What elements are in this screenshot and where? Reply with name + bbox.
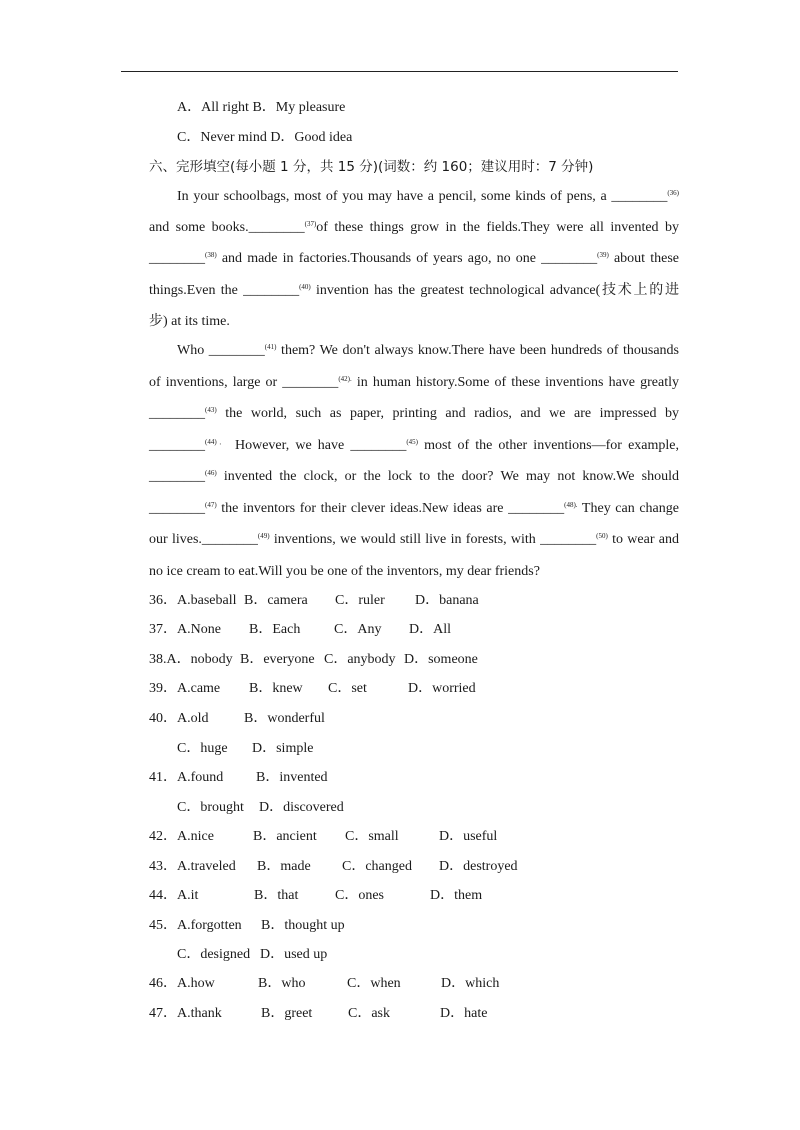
passage-line: and some books.________$^{(37)}$of these things grow in the fields.They were all invented by bbox=[149, 220, 679, 235]
question-41-option-a: 41．A.found bbox=[149, 770, 224, 785]
question-46-option-a: 46．A.how bbox=[149, 976, 215, 991]
question-39-option-d: D．worried bbox=[408, 681, 476, 696]
question-38-option-a: 38.A．nobody bbox=[149, 652, 233, 667]
question-42-option-d: D．useful bbox=[439, 829, 498, 844]
prev-option-line-2: C．Never mind D．Good idea bbox=[177, 130, 353, 145]
passage-line: 步) at its time. bbox=[149, 314, 230, 329]
question-47-option-a: 47．A.thank bbox=[149, 1006, 222, 1021]
question-39-option-a: 39．A.came bbox=[149, 681, 221, 696]
passage-line: ________$^{(47)}$ the inventors for their clever ideas.New ideas are ________$^{(48).}$ They can change bbox=[149, 501, 679, 516]
question-36-option-d: D．banana bbox=[415, 593, 479, 608]
question-40-option-a: 40．A.old bbox=[149, 711, 209, 726]
question-37-option-d: D．All bbox=[409, 622, 451, 637]
passage-line: ________$^{(44).}$ However, we have ________$^{(45)}$ most of the other inventions—for example, bbox=[149, 438, 679, 453]
question-37-option-c: C．Any bbox=[334, 622, 382, 637]
passage-line: things.Even the ________$^{(40)}$ invention has the greatest technological advance(技术上的进 bbox=[149, 283, 679, 298]
question-44-option-a: 44．A.it bbox=[149, 888, 199, 903]
passage-line: ________$^{(38)}$ and made in factories.Thousands of years ago, no one ________$^{(39)}$ about these bbox=[149, 251, 679, 266]
question-36-option-b: B．camera bbox=[244, 593, 308, 608]
passage-line: ________$^{(43)}$ the world, such as paper, printing and radios, and we are impressed by bbox=[149, 406, 679, 421]
question-45-option-b: B．thought up bbox=[261, 918, 345, 933]
question-46-option-d: D．which bbox=[441, 976, 500, 991]
question-44-option-d: D．them bbox=[430, 888, 483, 903]
question-47-option-b: B．greet bbox=[261, 1006, 313, 1021]
header-rule bbox=[121, 71, 678, 72]
question-42-option-c: C．small bbox=[345, 829, 399, 844]
question-47-option-d: D．hate bbox=[440, 1006, 488, 1021]
passage-line: Who ________$^{(41)}$ them? We don't always know.There have been hundreds of thousands bbox=[177, 343, 679, 358]
question-38-option-c: C．anybody bbox=[324, 652, 396, 667]
question-45-option-d: D．used up bbox=[260, 947, 328, 962]
passage-line: of inventions, large or ________$^{(42).}$ in human history.Some of these inventions have greatly bbox=[149, 375, 679, 390]
question-46-option-b: B．who bbox=[258, 976, 306, 991]
question-38-option-d: D．someone bbox=[404, 652, 478, 667]
question-37-option-b: B．Each bbox=[249, 622, 301, 637]
section-heading: 六、完形填空(每小题 1 分，共 15 分)(词数：约 160；建议用时：7 分钟) bbox=[149, 159, 594, 175]
question-43-option-c: C．changed bbox=[342, 859, 412, 874]
passage-line: our lives.________$^{(49)}$ inventions, we would still live in forests, with ________$^{(50)}$ to wear and bbox=[149, 532, 680, 547]
question-39-option-c: C．set bbox=[328, 681, 367, 696]
prev-option-line-1: A．All right B．My pleasure bbox=[177, 100, 346, 115]
question-40-option-d: D．simple bbox=[252, 741, 314, 756]
passage-line: ________$^{(46)}$ invented the clock, or the lock to the door? We may not know.We should bbox=[149, 469, 679, 484]
passage-line: In your schoolbags, most of you may have a pencil, some kinds of pens, a ________$^{(36)}$ bbox=[177, 189, 679, 204]
passage-line: no ice cream to eat.Will you be one of the inventors, my dear friends? bbox=[149, 564, 540, 579]
question-45-option-c: C．designed bbox=[177, 947, 251, 962]
question-46-option-c: C．when bbox=[347, 976, 401, 991]
question-37-option-a: 37．A.None bbox=[149, 622, 221, 637]
question-40-option-b: B．wonderful bbox=[244, 711, 325, 726]
question-45-option-a: 45．A.forgotten bbox=[149, 918, 242, 933]
question-39-option-b: B．knew bbox=[249, 681, 303, 696]
question-44-option-c: C．ones bbox=[335, 888, 384, 903]
question-47-option-c: C．ask bbox=[348, 1006, 390, 1021]
question-43-option-b: B．made bbox=[257, 859, 311, 874]
question-40-option-c: C．huge bbox=[177, 741, 228, 756]
question-42-option-b: B．ancient bbox=[253, 829, 317, 844]
question-44-option-b: B．that bbox=[254, 888, 299, 903]
question-41-option-d: D．discovered bbox=[259, 800, 344, 815]
question-38-option-b: B．everyone bbox=[240, 652, 315, 667]
question-43-option-a: 43．A.traveled bbox=[149, 859, 236, 874]
question-43-option-d: D．destroyed bbox=[439, 859, 518, 874]
question-36-option-a: 36．A.baseball bbox=[149, 593, 237, 608]
question-41-option-b: B．invented bbox=[256, 770, 328, 785]
question-41-option-c: C．brought bbox=[177, 800, 244, 815]
question-36-option-c: C．ruler bbox=[335, 593, 385, 608]
question-42-option-a: 42．A.nice bbox=[149, 829, 214, 844]
